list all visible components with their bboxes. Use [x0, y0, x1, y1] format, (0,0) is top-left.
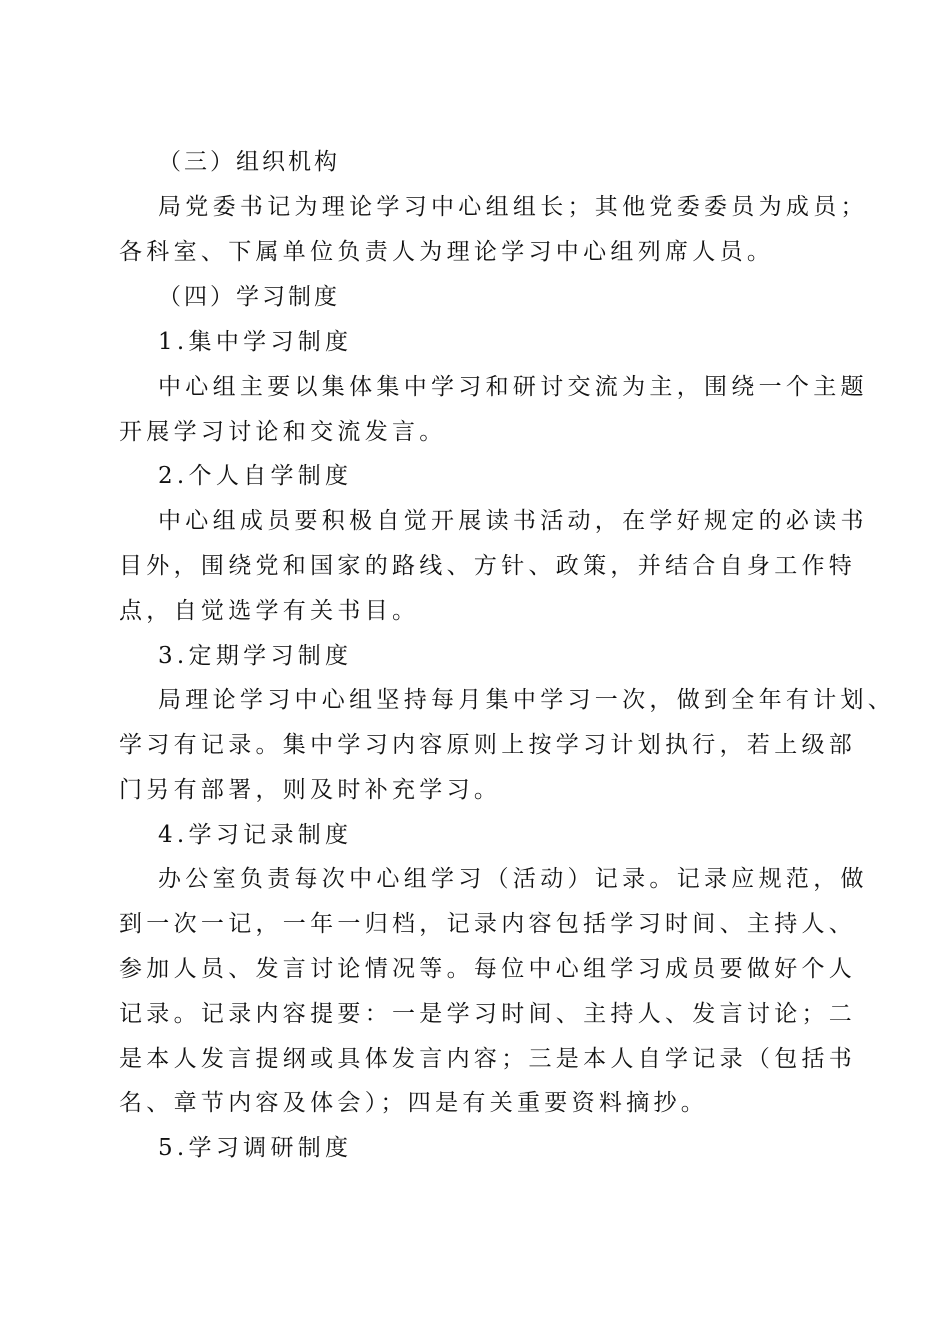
- paragraph-line: 是本人发言提纲或具体发言内容；三是本人自学记录（包括书: [119, 1046, 857, 1072]
- paragraph-line: 学习有记录。集中学习内容原则上按学习计划执行，若上级部: [119, 732, 857, 758]
- subsection-title: 2.个人自学制度: [158, 463, 353, 489]
- paragraph-line: 点，自觉选学有关书目。: [119, 598, 420, 624]
- paragraph-line: 各科室、下属单位负责人为理论学习中心组列席人员。: [119, 239, 775, 265]
- paragraph-line: 中心组主要以集体集中学习和研讨交流为主，围绕一个主题: [158, 374, 868, 400]
- paragraph-line: 办公室负责每次中心组学习（活动）记录。记录应规范，做: [158, 866, 868, 892]
- subsection-title: 1.集中学习制度: [158, 329, 353, 355]
- section-heading-study-system: （四）学习制度: [158, 284, 340, 310]
- paragraph-line: 开展学习讨论和交流发言。: [119, 419, 447, 445]
- paragraph-line: 局党委书记为理论学习中心组组长；其他党委委员为成员；: [158, 194, 868, 220]
- paragraph-line: 中心组成员要积极自觉开展读书活动，在学好规定的必读书: [158, 508, 868, 534]
- paragraph-line: 门另有部署，则及时补充学习。: [119, 777, 502, 803]
- paragraph-line: 参加人员、发言讨论情况等。每位中心组学习成员要做好个人: [119, 956, 857, 982]
- section-heading-organization: （三）组织机构: [158, 149, 340, 175]
- paragraph-line: 名、章节内容及体会）；四是有关重要资料摘抄。: [119, 1090, 709, 1116]
- paragraph-line: 记录。记录内容提要：一是学习时间、主持人、发言讨论；二: [119, 1001, 857, 1027]
- subsection-title: 3.定期学习制度: [158, 643, 353, 669]
- paragraph-line: 目外，围绕党和国家的路线、方针、政策，并结合自身工作特: [119, 553, 857, 579]
- paragraph-line: 局理论学习中心组坚持每月集中学习一次，做到全年有计划、: [158, 687, 896, 713]
- paragraph-line: 到一次一记，一年一归档，记录内容包括学习时间、主持人、: [119, 911, 857, 937]
- subsection-title: 4.学习记录制度: [158, 822, 353, 848]
- subsection-title: 5.学习调研制度: [158, 1135, 353, 1161]
